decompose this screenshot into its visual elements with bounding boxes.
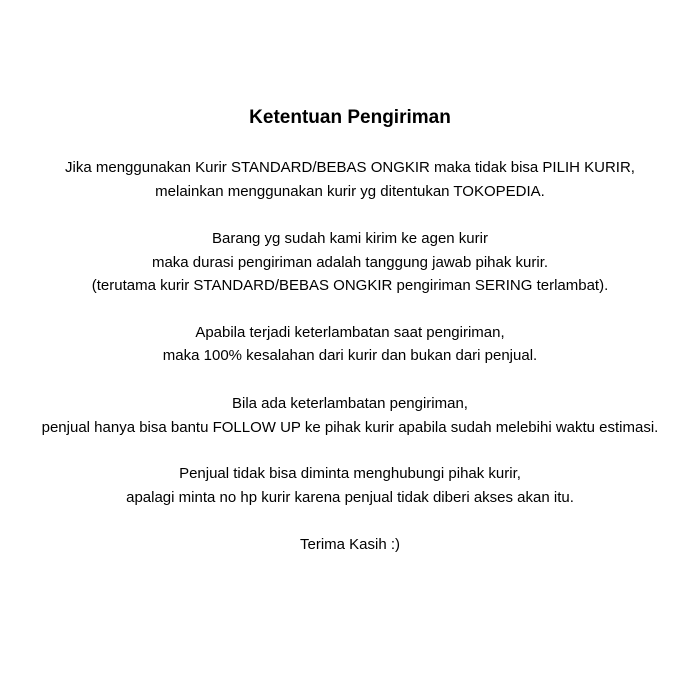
closing-line: Terima Kasih :) bbox=[299, 536, 401, 553]
paragraph-1-line-1: Jika menggunakan Kurir STANDARD/BEBAS ONGKIR maka tidak bisa PILIH KURIR, bbox=[65, 159, 635, 176]
paragraph-2-line-3: (terutama kurir STANDARD/BEBAS ONGKIR pengiriman SERING terlambat). bbox=[91, 277, 609, 294]
paragraph-4-line-2: penjual hanya bisa bantu FOLLOW UP ke pihak kurir apabila sudah melebihi waktu estimasi. bbox=[41, 419, 659, 436]
paragraph-3-line-2: maka 100% kesalahan dari kurir dan bukan dari penjual. bbox=[162, 347, 538, 364]
paragraph-2-line-2: maka durasi pengiriman adalah tanggung jawab pihak kurir. bbox=[151, 254, 549, 271]
paragraph-1-line-2: melainkan menggunakan kurir yg ditentukan TOKOPEDIA. bbox=[155, 183, 545, 200]
paragraph-5-line-1: Penjual tidak bisa diminta menghubungi pihak kurir, bbox=[179, 465, 521, 482]
document-title: Ketentuan Pengiriman bbox=[249, 107, 451, 128]
paragraph-3-line-1: Apabila terjadi keterlambatan saat pengiriman, bbox=[195, 324, 505, 341]
paragraph-5-line-2: apalagi minta no hp kurir karena penjual tidak diberi akses akan itu. bbox=[126, 489, 574, 506]
paragraph-2-line-1: Barang yg sudah kami kirim ke agen kurir bbox=[212, 230, 488, 247]
paragraph-4-line-1: Bila ada keterlambatan pengiriman, bbox=[232, 395, 468, 412]
